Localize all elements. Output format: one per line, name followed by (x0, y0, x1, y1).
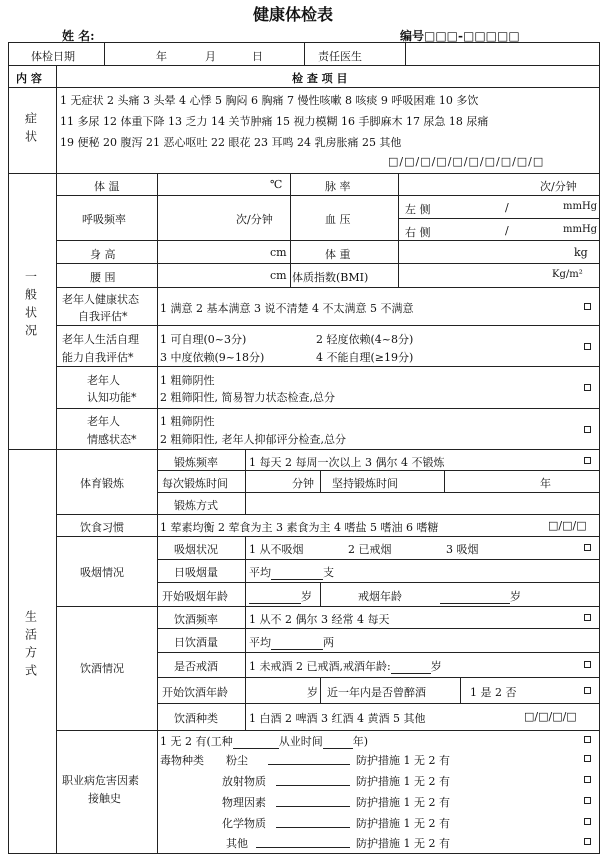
life-self-option-4: 4 不能自理(≥19分) (316, 351, 414, 364)
dust-input[interactable] (268, 752, 350, 765)
exam-month-label: 月 (205, 50, 216, 63)
items-header: 检 查 项 目 (292, 72, 348, 85)
cognitive-label-2: 认知功能* (87, 391, 137, 404)
health-self-label-2: 自我评估* (78, 310, 128, 323)
waist-label: 腰 围 (90, 271, 116, 284)
start-smoke-label: 开始吸烟年龄 (162, 590, 228, 603)
bp-right-slash: / (505, 224, 509, 237)
symptoms-line-3: 19 便秘 20 腹泻 21 恶心呕吐 22 眼花 23 耳鸣 24 乳房胀痛 25 其他 (60, 136, 402, 149)
pulse-unit: 次/分钟 (540, 180, 577, 193)
exercise-persist-label: 坚持锻炼时间 (332, 477, 398, 490)
radio-input[interactable] (276, 773, 350, 786)
drink-type-label: 饮酒种类 (174, 712, 218, 725)
smoke-status-label: 吸烟状况 (174, 543, 218, 556)
doctor-label: 责任医生 (318, 50, 362, 63)
drink-freq-label: 饮酒频率 (174, 613, 218, 626)
exam-date-label: 体检日期 (31, 50, 75, 63)
daily-smoke-label: 日吸烟量 (174, 566, 218, 579)
emotion-label-2: 情感状态* (87, 433, 137, 446)
dust-label: 粉尘 (226, 754, 248, 767)
drink-type-checkboxes[interactable]: □/□/□/□ (524, 710, 577, 723)
job-type-input[interactable] (233, 736, 279, 749)
daily-smoke-input[interactable] (271, 567, 323, 580)
diet-label: 饮食习惯 (80, 521, 124, 534)
exercise-freq-checkbox[interactable] (584, 457, 591, 464)
form-title: 健康体检表 (253, 5, 334, 24)
exam-day-label: 日 (252, 50, 263, 63)
chemical-label: 化学物质 (222, 817, 266, 830)
physical-checkbox[interactable] (584, 797, 591, 804)
occupational-label-2: 接触史 (88, 792, 121, 805)
quit-drink-label: 是否戒酒 (174, 660, 218, 673)
quit-smoke-label: 戒烟年龄 (358, 590, 402, 603)
cognitive-label-1: 老年人 (87, 374, 120, 387)
smoke-option-2: 2 已戒烟 (348, 543, 392, 556)
temp-label: 体 温 (94, 180, 120, 193)
drunk-checkbox[interactable] (584, 687, 591, 694)
physical-protect: 防护措施 1 无 2 有 (356, 796, 450, 809)
quit-drink-checkbox[interactable] (584, 661, 591, 668)
height-unit: cm (270, 246, 287, 259)
smoke-status-checkbox[interactable] (584, 544, 591, 551)
daily-drink-field: 平均 两 (249, 636, 334, 649)
dust-protect: 防护措施 1 无 2 有 (356, 754, 450, 767)
life-self-option-1: 1 可自理(0~3分) (160, 333, 247, 346)
drink-freq-options: 1 从不 2 偶尔 3 经常 4 每天 (249, 613, 390, 626)
emotion-option-2: 2 粗筛阳性, 老年人抑郁评分检查,总分 (160, 433, 346, 446)
start-smoke-input[interactable] (249, 591, 301, 604)
resp-unit: 次/分钟 (236, 213, 273, 226)
diet-options: 1 荤素均衡 2 荤食为主 3 素食为主 4 嗜盐 5 嗜油 6 嗜糖 (160, 521, 439, 534)
symptoms-line-2: 11 多尿 12 体重下降 13 乏力 14 关节肿痛 15 视力模糊 16 手脚麻木 17 尿急 18 尿痛 (60, 115, 489, 128)
number-label: 编号□□□-□□□□□ (400, 29, 520, 43)
occupational-checkbox[interactable] (584, 736, 591, 743)
radio-label: 放射物质 (222, 775, 266, 788)
bp-right-label: 右 侧 (405, 226, 431, 239)
exercise-time-label: 每次锻炼时间 (162, 477, 228, 490)
bp-label: 血 压 (325, 213, 351, 226)
bmi-unit: Kg/m² (552, 269, 583, 280)
exercise-freq-label: 锻炼频率 (174, 456, 218, 469)
general-section-label: 一般状况 (23, 270, 38, 342)
lifestyle-section-label: 生活方式 (23, 610, 38, 682)
health-self-options: 1 满意 2 基本满意 3 说不清楚 4 不太满意 5 不满意 (160, 302, 414, 315)
exercise-freq-options: 1 每天 2 每周一次以上 3 偶尔 4 不锻炼 (249, 456, 445, 469)
occupational-label-1: 职业病危害因素 (62, 774, 139, 787)
radio-protect: 防护措施 1 无 2 有 (356, 775, 450, 788)
cognitive-checkbox[interactable] (584, 384, 591, 391)
radio-checkbox[interactable] (584, 776, 591, 783)
start-drink-unit: 岁 (307, 686, 318, 699)
weight-unit: kg (574, 246, 588, 259)
symptoms-checkboxes[interactable]: □/□/□/□/□/□/□/□/□/□ (388, 155, 545, 168)
toxic-type-label: 毒物种类 (160, 754, 204, 767)
daily-smoke-avg: 平均 支 (249, 566, 334, 579)
life-self-label-2: 能力自我评估* (62, 351, 134, 364)
bp-left-unit: mmHg (563, 201, 598, 212)
emotion-label-1: 老年人 (87, 415, 120, 428)
work-years-input[interactable] (323, 736, 353, 749)
life-self-option-2: 2 轻度依赖(4~8分) (316, 333, 414, 346)
symptoms-section-label: 症状 (23, 112, 38, 148)
other-checkbox[interactable] (584, 838, 591, 845)
drunk-label: 近一年内是否曾醉酒 (327, 686, 426, 699)
smoking-label: 吸烟情况 (80, 566, 124, 579)
exercise-minutes-unit: 分钟 (292, 477, 314, 490)
physical-label: 物理因素 (222, 796, 266, 809)
height-label: 身 高 (90, 248, 116, 261)
weight-label: 体 重 (325, 248, 351, 261)
drink-freq-checkbox[interactable] (584, 614, 591, 621)
other-input[interactable] (256, 835, 350, 848)
smoke-option-1: 1 从不吸烟 (249, 543, 304, 556)
diet-checkboxes[interactable]: □/□/□ (548, 519, 587, 532)
quit-smoke-input[interactable] (440, 591, 510, 604)
quit-smoke-field: 岁 (440, 588, 521, 604)
occupational-line-1: 1 无 2 有(工种 从业时间 年) (160, 735, 369, 748)
start-smoke-field: 岁 (249, 588, 312, 604)
exercise-years-unit: 年 (540, 477, 551, 490)
emotion-checkbox[interactable] (584, 426, 591, 433)
chemical-checkbox[interactable] (584, 818, 591, 825)
dust-checkbox[interactable] (584, 755, 591, 762)
cognitive-option-2: 2 粗筛阳性, 简易智力状态检查,总分 (160, 391, 335, 404)
chemical-protect: 防护措施 1 无 2 有 (356, 817, 450, 830)
emotion-option-1: 1 粗筛阴性 (160, 415, 215, 428)
life-self-label-1: 老年人生活自理 (62, 333, 139, 346)
temp-unit: ℃ (270, 178, 283, 191)
health-self-label-1: 老年人健康状态 (62, 293, 139, 306)
daily-drink-label: 日饮酒量 (174, 636, 218, 649)
bmi-label: 体质指数(BMI) (292, 271, 369, 284)
smoke-option-3: 3 吸烟 (446, 543, 479, 556)
life-self-option-3: 3 中度依赖(9~18分) (160, 351, 265, 364)
exercise-method-label: 锻炼方式 (174, 499, 218, 512)
cognitive-option-1: 1 粗筛阴性 (160, 374, 215, 387)
daily-drink-input[interactable] (271, 637, 323, 650)
pulse-label: 脉 率 (325, 180, 351, 193)
bp-right-unit: mmHg (563, 224, 598, 235)
other-protect: 防护措施 1 无 2 有 (356, 837, 450, 850)
physical-input[interactable] (276, 794, 350, 807)
name-label: 姓 名: (62, 29, 95, 43)
health-self-checkbox[interactable] (584, 303, 591, 310)
drunk-options: 1 是 2 否 (470, 686, 517, 699)
resp-label: 呼吸频率 (82, 213, 126, 226)
life-self-checkbox[interactable] (584, 343, 591, 350)
quit-drink-field: 1 未戒酒 2 已戒酒,戒酒年龄: 岁 (249, 660, 442, 673)
other-label: 其他 (226, 837, 248, 850)
start-drink-label: 开始饮酒年龄 (162, 686, 228, 699)
content-header: 内 容 (16, 72, 42, 85)
bp-left-label: 左 侧 (405, 203, 431, 216)
exam-year-label: 年 (156, 50, 167, 63)
drinking-label: 饮酒情况 (80, 662, 124, 675)
exercise-label: 体育锻炼 (80, 477, 124, 490)
symptoms-line-1: 1 无症状 2 头痛 3 头晕 4 心悸 5 胸闷 6 胸痛 7 慢性咳嗽 8 咳痰 9 呼吸困难 10 多饮 (60, 94, 479, 107)
bp-left-slash: / (505, 201, 509, 214)
waist-unit: cm (270, 269, 287, 282)
drink-type-options: 1 白酒 2 啤酒 3 红酒 4 黄酒 5 其他 (249, 712, 426, 725)
quit-drink-age-input[interactable] (391, 661, 431, 674)
chemical-input[interactable] (276, 815, 350, 828)
